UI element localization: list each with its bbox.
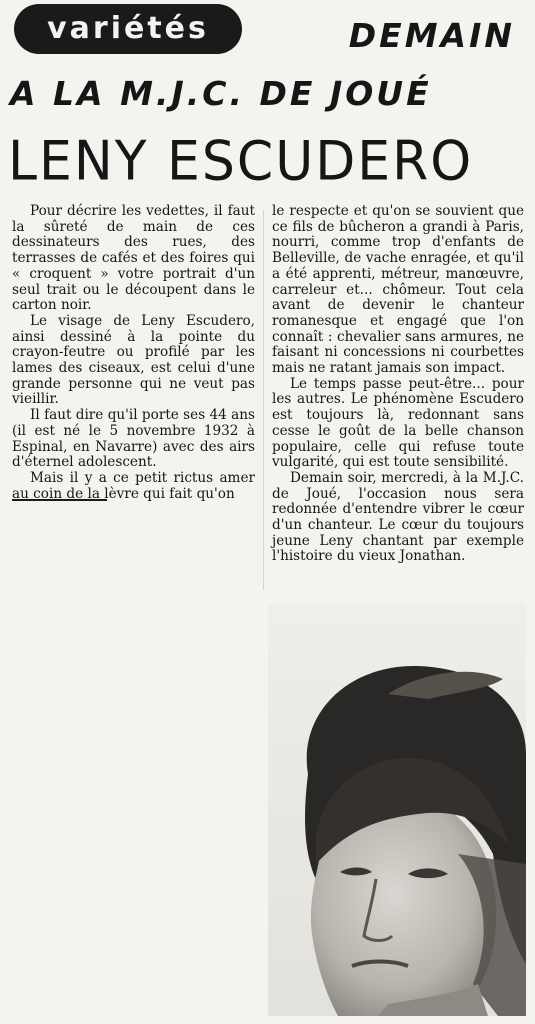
end-rule [12, 499, 107, 501]
paragraph: Il faut dire qu'il porte ses 44 ans (il est né le 5 novembre 1932 à Espinal, en Navarre) avec des airs d'éternel adolescent. [12, 407, 255, 471]
paragraph: Pour décrire les vedettes, il faut la sûreté de main de ces dessinateurs des rues, des terrasses de cafés et des foires qui « croquent » votre portrait d'un seul trait ou le découpent dans le carton noir. [12, 203, 255, 314]
article-column-right [272, 204, 524, 565]
paragraph-continuation: le respecte et qu'on se souvient que ce fils de bûcheron a grandi à Paris, nourri, comme trop d'enfants de Belleville, de vache enragée, et qu'il a été apprenti, métreur, manœuvre, carreleur et... chômeur. Tout cela avant de devenir le chanteur romanesque et engagé que l'on connaît : chevalier sans armures, ne faisant ni concessions ni courbettes mais ne ratant jamais son impact. [272, 203, 524, 377]
headline: LENY ESCUDERO [8, 130, 474, 194]
portrait-photo-icon [268, 604, 526, 1016]
paragraph: Mais il y a ce petit rictus amer au coin de la lèvre qui fait qu'on [12, 469, 255, 502]
kicker-line-2: A LA M.J.C. DE JOUÉ [10, 74, 432, 113]
section-rubric-badge: variétés [14, 4, 242, 54]
kicker-line-1: DEMAIN [348, 16, 515, 55]
paragraph: Demain soir, mercredi, à la M.J.C. de Joué, l'occasion nous sera redonnée d'entendre vibrer le cœur d'un chanteur. Le cœur du toujours jeune Leny chantant par exemple l'histoire du vieux Jonathan. [272, 469, 524, 565]
article-column-left [12, 204, 255, 502]
paragraph: Le visage de Leny Escudero, ainsi dessiné à la pointe du crayon-feutre ou profilé par les lames des ciseaux, est celui d'une grande personne qui ne veut pas vieillir. [12, 312, 255, 408]
portrait-photo [268, 604, 526, 1016]
column-divider [263, 210, 264, 590]
paragraph: Le temps passe peut-être... pour les autres. Le phénomène Escudero est toujours là, redonnant sans cesse le goût de la belle chanson populaire, celle qui refuse toute vulgarité, qui est toute sensibilité. [272, 375, 524, 471]
